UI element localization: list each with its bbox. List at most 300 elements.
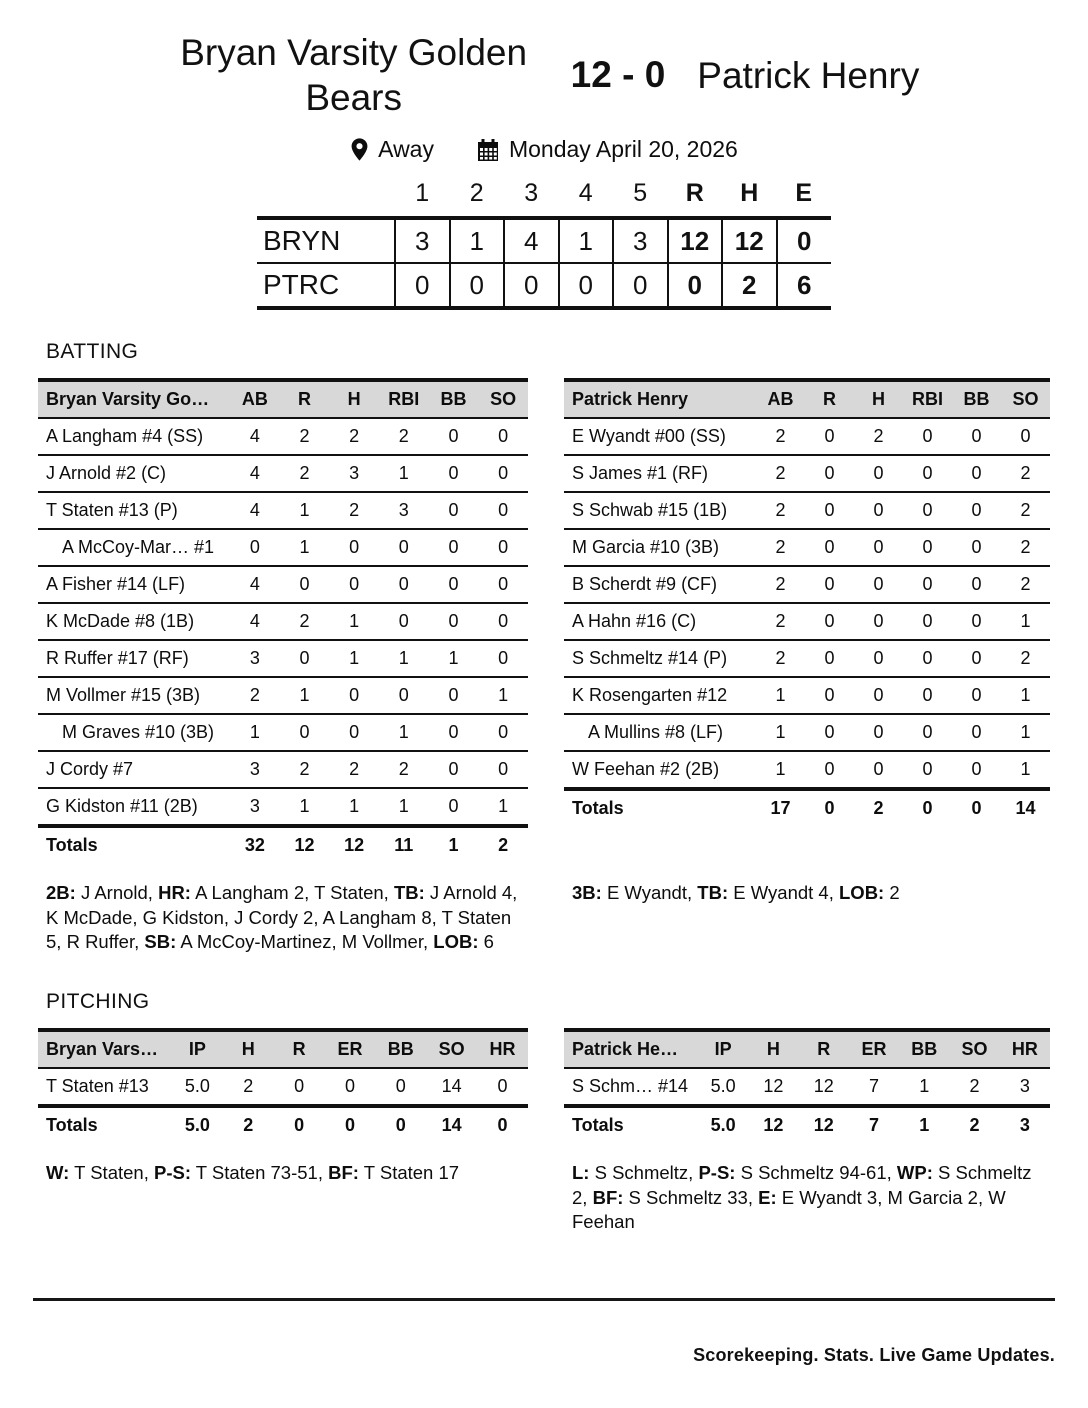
- note-stat-label: 3B:: [572, 882, 602, 904]
- date-meta: [476, 136, 738, 163]
- player-name: R Ruffer #17 (RF): [46, 648, 189, 669]
- stat-cell: 2: [398, 759, 409, 780]
- stat-cell: 2: [775, 463, 786, 484]
- stat-column-header: SO: [490, 389, 517, 410]
- stat-cell: 0: [249, 537, 260, 558]
- stat-column-header: SO: [438, 1039, 465, 1060]
- stat-cell: 1: [498, 685, 509, 706]
- stat-cell: 0: [395, 1076, 406, 1097]
- stat-cell: 0: [398, 611, 409, 632]
- stat-cell: 0: [824, 611, 835, 632]
- inning-score-cell: 0: [504, 263, 559, 308]
- stat-cell: 2: [873, 426, 884, 447]
- stat-cell: 1: [349, 648, 360, 669]
- stat-cell: 0: [498, 426, 509, 447]
- player-row: [38, 677, 528, 714]
- team-name-header: Patrick He…: [572, 1039, 679, 1060]
- stat-cell: 0: [922, 759, 933, 780]
- stat-cell: 2: [1020, 648, 1031, 669]
- summary-score-cell: 0: [777, 218, 832, 263]
- note-stat-label: WP:: [896, 1162, 933, 1184]
- stat-column-header: R: [817, 1039, 831, 1060]
- stat-column-header: RBI: [388, 389, 420, 410]
- stat-cell: 2: [299, 759, 310, 780]
- totals-stat-cell: 2: [969, 1115, 980, 1136]
- stat-cell: 4: [249, 463, 260, 484]
- stat-cell: 0: [873, 537, 884, 558]
- stat-cell: 0: [873, 722, 884, 743]
- stat-cell: 0: [299, 574, 310, 595]
- stat-cell: 0: [971, 648, 982, 669]
- stat-cell: 0: [971, 537, 982, 558]
- stat-cell: 0: [448, 685, 459, 706]
- stat-cell: 0: [922, 537, 933, 558]
- summary-score-cell: 2: [722, 263, 777, 308]
- inning-header: 3: [524, 179, 539, 208]
- stat-cell: 0: [448, 722, 459, 743]
- stat-column-header: RBI: [912, 389, 943, 410]
- totals-label: Totals: [46, 1115, 98, 1136]
- player-row: [564, 418, 1050, 455]
- player-name: S Schwab #15 (1B): [572, 500, 728, 521]
- stat-cell: 1: [299, 685, 310, 706]
- player-name: M Graves #10 (3B): [62, 722, 215, 743]
- inning-score-cell: 0: [450, 263, 505, 308]
- stat-cell: 2: [775, 611, 786, 632]
- stat-cell: 1: [919, 1076, 930, 1097]
- stat-cell: 1: [498, 796, 509, 817]
- stat-cell: 2: [775, 648, 786, 669]
- stat-cell: 5.0: [710, 1076, 736, 1097]
- summary-header: R: [685, 179, 704, 208]
- stat-cell: 0: [824, 648, 835, 669]
- totals-stat-cell: 11: [394, 835, 414, 856]
- stat-column-header: H: [872, 389, 885, 410]
- note-stat-label: W:: [46, 1162, 70, 1184]
- stat-cell: 1: [398, 722, 409, 743]
- totals-stat-cell: 5.0: [710, 1115, 736, 1136]
- note-stat-label: BF:: [328, 1162, 359, 1184]
- stat-column-header: R: [297, 389, 311, 410]
- team-abbreviation: BRYN: [263, 225, 341, 257]
- stat-cell: 2: [1020, 500, 1031, 521]
- stat-column-header: H: [766, 1039, 780, 1060]
- totals-label: Totals: [572, 798, 624, 819]
- stat-cell: 0: [299, 648, 310, 669]
- totals-stat-cell: 7: [868, 1115, 879, 1136]
- totals-stat-cell: 1: [919, 1115, 930, 1136]
- player-name: M Garcia #10 (3B): [572, 537, 720, 558]
- stat-cell: 0: [824, 685, 835, 706]
- player-row: [564, 455, 1050, 492]
- stat-column-header: BB: [440, 389, 467, 410]
- stat-cell: 0: [344, 1076, 355, 1097]
- stat-cell: 0: [922, 648, 933, 669]
- stat-cell: 2: [1020, 463, 1031, 484]
- player-name: E Wyandt #00 (SS): [572, 426, 726, 447]
- totals-stat-cell: 2: [498, 835, 509, 856]
- stat-cell: 0: [448, 500, 459, 521]
- pitching-grid: [38, 1028, 1088, 1234]
- stat-cell: 1: [1020, 685, 1031, 706]
- stat-cell: 0: [873, 500, 884, 521]
- player-row: [38, 566, 528, 603]
- player-row: [564, 492, 1050, 529]
- player-name: M Vollmer #15 (3B): [46, 685, 201, 706]
- summary-score-cell: 6: [777, 263, 832, 308]
- summary-header: H: [740, 179, 759, 208]
- stat-cell: 0: [873, 759, 884, 780]
- stat-cell: 0: [971, 722, 982, 743]
- stat-cell: 14: [441, 1076, 462, 1097]
- linescore-row: [257, 263, 831, 308]
- totals-stat-cell: 17: [770, 798, 791, 819]
- team-name-header: Bryan Varsity Go…: [46, 389, 210, 410]
- player-name: K McDade #8 (1B): [46, 611, 195, 632]
- stat-cell: 0: [922, 722, 933, 743]
- totals-stat-cell: 0: [922, 798, 933, 819]
- player-row: [564, 1068, 1050, 1106]
- stat-column-header: ER: [861, 1039, 887, 1060]
- stat-cell: 0: [824, 463, 835, 484]
- final-score: 12 - 0: [570, 54, 666, 96]
- stat-column-header: BB: [911, 1039, 938, 1060]
- stat-cell: 0: [922, 611, 933, 632]
- stat-cell: 1: [349, 611, 360, 632]
- stat-cell: 2: [249, 685, 260, 706]
- stat-cell: 1: [448, 648, 459, 669]
- stat-column-header: SO: [1012, 389, 1039, 410]
- stat-cell: 0: [398, 685, 409, 706]
- player-name: B Scherdt #9 (CF): [572, 574, 718, 595]
- totals-row: [38, 1106, 528, 1143]
- totals-stat-cell: 0: [971, 798, 982, 819]
- player-name: K Rosengarten #12: [572, 685, 728, 706]
- player-name: W Feehan #2 (2B): [572, 759, 720, 780]
- stat-column-header: HR: [1011, 1039, 1038, 1060]
- stat-cell: 2: [299, 463, 310, 484]
- note-stat-label: L:: [572, 1162, 590, 1184]
- stat-cell: 3: [398, 500, 409, 521]
- stat-cell: 0: [498, 463, 509, 484]
- stat-cell: 0: [497, 1076, 508, 1097]
- stat-cell: 1: [1020, 759, 1031, 780]
- location-label: Away: [378, 136, 434, 163]
- stat-cell: 0: [498, 648, 509, 669]
- stat-cell: 0: [349, 722, 360, 743]
- player-row: [564, 714, 1050, 751]
- inning-header: 5: [633, 179, 648, 208]
- inning-score-cell: 1: [450, 218, 505, 263]
- summary-score-cell: 12: [668, 218, 723, 263]
- stat-cell: 3: [249, 648, 260, 669]
- stat-cell: 0: [498, 611, 509, 632]
- stat-cell: 0: [498, 574, 509, 595]
- game-meta: [0, 136, 1088, 163]
- totals-row: [38, 826, 528, 863]
- stat-cell: 0: [922, 685, 933, 706]
- stat-cell: 1: [299, 500, 310, 521]
- stat-column-header: H: [241, 1039, 255, 1060]
- player-row: [564, 603, 1050, 640]
- stat-column-header: IP: [188, 1039, 206, 1060]
- pitching-note-away: L: S Schmeltz, P-S: S Schmeltz 94-61, WP: S Schmeltz 2, BF: S Schmeltz 33, E: E Wyandt 3, M Garcia 2, W Feehan: [572, 1162, 1032, 1233]
- stat-cell: 2: [349, 759, 360, 780]
- footer-tagline: Scorekeeping. Stats. Live Game Updates.: [693, 1345, 1055, 1365]
- stat-table-header-row: [564, 380, 1050, 418]
- stat-cell: 0: [971, 611, 982, 632]
- stat-cell: 0: [873, 611, 884, 632]
- player-row: [38, 788, 528, 826]
- stat-cell: 1: [1020, 722, 1031, 743]
- stat-cell: 0: [971, 426, 982, 447]
- stat-column-header: R: [823, 389, 836, 410]
- pitching-table-home: [38, 1028, 528, 1143]
- batting-section-label: BATTING: [46, 340, 139, 364]
- stat-cell: 1: [299, 796, 310, 817]
- stat-cell: 2: [775, 574, 786, 595]
- note-stat-label: P-S:: [153, 1162, 191, 1184]
- stat-cell: 0: [873, 574, 884, 595]
- stat-cell: 0: [448, 759, 459, 780]
- stat-column-header: HR: [489, 1039, 516, 1060]
- stat-cell: 2: [775, 426, 786, 447]
- inning-score-cell: 3: [613, 218, 668, 263]
- stat-cell: 7: [868, 1076, 879, 1097]
- stat-cell: 0: [498, 500, 509, 521]
- away-team-title: Patrick Henry: [697, 54, 920, 96]
- totals-stat-cell: 12: [294, 835, 315, 856]
- player-row: [38, 1068, 528, 1106]
- totals-stat-cell: 12: [813, 1115, 834, 1136]
- totals-stat-cell: 2: [873, 798, 884, 819]
- totals-stat-cell: 12: [763, 1115, 784, 1136]
- player-row: [38, 603, 528, 640]
- totals-row: [564, 1106, 1050, 1143]
- stat-cell: 1: [775, 685, 786, 706]
- team-name-header: Bryan Vars…: [46, 1039, 159, 1060]
- pitching-table-away: [564, 1028, 1050, 1143]
- stat-cell: 0: [824, 574, 835, 595]
- stat-cell: 1: [249, 722, 260, 743]
- stat-cell: 0: [873, 685, 884, 706]
- stat-column-header: IP: [714, 1039, 732, 1060]
- stat-cell: 0: [448, 426, 459, 447]
- stat-cell: 2: [775, 537, 786, 558]
- stat-cell: 0: [448, 611, 459, 632]
- pitching-section-label: PITCHING: [46, 990, 150, 1014]
- stat-cell: 2: [775, 500, 786, 521]
- totals-stat-cell: 0: [294, 1115, 305, 1136]
- stat-cell: 1: [299, 537, 310, 558]
- summary-score-cell: 0: [668, 263, 723, 308]
- totals-stat-cell: 0: [344, 1115, 355, 1136]
- stat-cell: 0: [824, 759, 835, 780]
- stat-cell: 3: [249, 796, 260, 817]
- stat-cell: 0: [873, 648, 884, 669]
- stat-cell: 1: [1020, 611, 1031, 632]
- stat-table-header-row: [38, 1030, 528, 1068]
- batting-table-home: [38, 378, 528, 863]
- inning-header: 1: [415, 179, 430, 208]
- stat-cell: 3: [349, 463, 360, 484]
- stat-cell: 0: [971, 685, 982, 706]
- stat-table-header-row: [38, 380, 528, 418]
- stat-column-header: ER: [337, 1039, 363, 1060]
- stat-cell: 2: [349, 426, 360, 447]
- player-name: S Schmeltz #14 (P): [572, 648, 728, 669]
- stat-cell: 1: [349, 796, 360, 817]
- totals-stat-cell: 0: [395, 1115, 406, 1136]
- linescore-row: [257, 218, 831, 263]
- game-header: [0, 0, 1088, 120]
- totals-stat-cell: 2: [243, 1115, 254, 1136]
- stat-cell: 2: [243, 1076, 254, 1097]
- stat-cell: 4: [249, 611, 260, 632]
- player-row: [38, 751, 528, 788]
- stat-cell: 1: [398, 648, 409, 669]
- stat-cell: 3: [1019, 1076, 1030, 1097]
- stat-cell: 0: [824, 722, 835, 743]
- totals-stat-cell: 5.0: [184, 1115, 210, 1136]
- totals-stat-cell: 14: [1015, 798, 1036, 819]
- stat-table-header-row: [564, 1030, 1050, 1068]
- stat-cell: 0: [498, 537, 509, 558]
- location-pin-icon: [350, 137, 369, 162]
- stat-cell: 1: [775, 722, 786, 743]
- stat-cell: 2: [299, 426, 310, 447]
- stat-cell: 1: [775, 759, 786, 780]
- batting-note-home: 2B: J Arnold, HR: A Langham 2, T Staten, TB: J Arnold 4, K McDade, G Kidston, J Cordy 2, A Langham 8, T Staten 5, R Ruffer, SB: A McCoy-Martinez, M Vollmer, LOB: 6: [46, 882, 518, 953]
- stat-cell: 1: [398, 796, 409, 817]
- stat-cell: 0: [448, 537, 459, 558]
- stat-cell: 0: [448, 796, 459, 817]
- stat-cell: 4: [249, 574, 260, 595]
- linescore-table: [257, 179, 831, 310]
- totals-stat-cell: 32: [244, 835, 265, 856]
- stat-cell: 2: [1020, 537, 1031, 558]
- player-name: J Cordy #7: [46, 759, 134, 780]
- player-name: T Staten #13 (P): [46, 500, 178, 521]
- inning-header: 4: [578, 179, 593, 208]
- totals-row: [564, 789, 1050, 826]
- linescore-header-row: [257, 179, 831, 218]
- game-date: Monday April 20, 2026: [508, 136, 738, 163]
- team-abbreviation: PTRC: [263, 269, 340, 301]
- stat-cell: 0: [922, 426, 933, 447]
- stat-cell: 0: [498, 722, 509, 743]
- stat-cell: 0: [299, 722, 310, 743]
- inning-score-cell: 1: [559, 218, 614, 263]
- stat-cell: 0: [922, 500, 933, 521]
- player-row: [564, 529, 1050, 566]
- note-stat-label: TB:: [697, 882, 729, 904]
- pitching-note-home: W: T Staten, P-S: T Staten 73-51, BF: T Staten 17: [46, 1162, 460, 1184]
- totals-stat-cell: 0: [824, 798, 835, 819]
- stat-cell: 0: [922, 574, 933, 595]
- stat-column-header: SO: [961, 1039, 988, 1060]
- stat-cell: 0: [349, 537, 360, 558]
- stat-cell: 0: [824, 500, 835, 521]
- player-name: S Schm… #14: [572, 1076, 689, 1097]
- stat-cell: 0: [971, 759, 982, 780]
- stat-cell: 0: [498, 759, 509, 780]
- player-row: [564, 751, 1050, 789]
- stat-cell: 1: [398, 463, 409, 484]
- player-name: S James #1 (RF): [572, 463, 709, 484]
- batting-note-away: 3B: E Wyandt, TB: E Wyandt 4, LOB: 2: [572, 882, 900, 904]
- note-stat-label: SB:: [144, 931, 177, 953]
- team-name-header: Patrick Henry: [572, 389, 689, 410]
- stat-cell: 0: [873, 463, 884, 484]
- stat-cell: 4: [249, 426, 260, 447]
- totals-stat-cell: 1: [448, 835, 459, 856]
- totals-stat-cell: 12: [344, 835, 365, 856]
- player-name: J Arnold #2 (C): [46, 463, 167, 484]
- stat-cell: 4: [249, 500, 260, 521]
- stat-cell: 0: [448, 574, 459, 595]
- player-name: A Mullins #8 (LF): [588, 722, 724, 743]
- stat-cell: 0: [448, 463, 459, 484]
- summary-header: E: [795, 179, 813, 208]
- note-stat-label: BF:: [592, 1186, 624, 1208]
- stat-cell: 0: [824, 426, 835, 447]
- stat-cell: 0: [398, 574, 409, 595]
- stat-cell: 2: [1020, 574, 1031, 595]
- stat-column-header: AB: [241, 389, 268, 410]
- stat-cell: 12: [763, 1076, 784, 1097]
- stat-cell: 2: [398, 426, 409, 447]
- note-stat-label: LOB:: [433, 931, 479, 953]
- note-stat-label: 2B:: [46, 882, 76, 904]
- stat-column-header: H: [347, 389, 361, 410]
- stat-column-header: BB: [387, 1039, 414, 1060]
- player-name: A Hahn #16 (C): [572, 611, 697, 632]
- stat-column-header: R: [292, 1039, 306, 1060]
- stat-cell: 0: [971, 574, 982, 595]
- player-row: [38, 529, 528, 566]
- inning-score-cell: 3: [395, 218, 450, 263]
- note-stat-label: E:: [758, 1186, 777, 1208]
- player-name: T Staten #13: [46, 1076, 149, 1097]
- stat-cell: 2: [299, 611, 310, 632]
- totals-stat-cell: 14: [441, 1115, 462, 1136]
- totals-stat-cell: 3: [1019, 1115, 1030, 1136]
- totals-label: Totals: [572, 1115, 624, 1136]
- note-stat-label: HR:: [158, 882, 191, 904]
- player-row: [564, 566, 1050, 603]
- inning-score-cell: 0: [395, 263, 450, 308]
- player-name: A Langham #4 (SS): [46, 426, 204, 447]
- totals-label: Totals: [46, 835, 98, 856]
- stat-cell: 0: [971, 463, 982, 484]
- inning-score-cell: 0: [559, 263, 614, 308]
- calendar-icon: [476, 138, 500, 162]
- page-footer: [33, 1298, 1055, 1366]
- player-row: [564, 640, 1050, 677]
- summary-score-cell: 12: [722, 218, 777, 263]
- linescore-team-column-header: [257, 179, 395, 218]
- location-meta: [350, 136, 434, 163]
- player-row: [38, 714, 528, 751]
- inning-score-cell: 4: [504, 218, 559, 263]
- stat-column-header: AB: [767, 389, 794, 410]
- batting-table-away: [564, 378, 1050, 826]
- stat-cell: 2: [349, 500, 360, 521]
- stat-cell: 5.0: [184, 1076, 210, 1097]
- stat-cell: 0: [349, 685, 360, 706]
- stat-cell: 0: [971, 500, 982, 521]
